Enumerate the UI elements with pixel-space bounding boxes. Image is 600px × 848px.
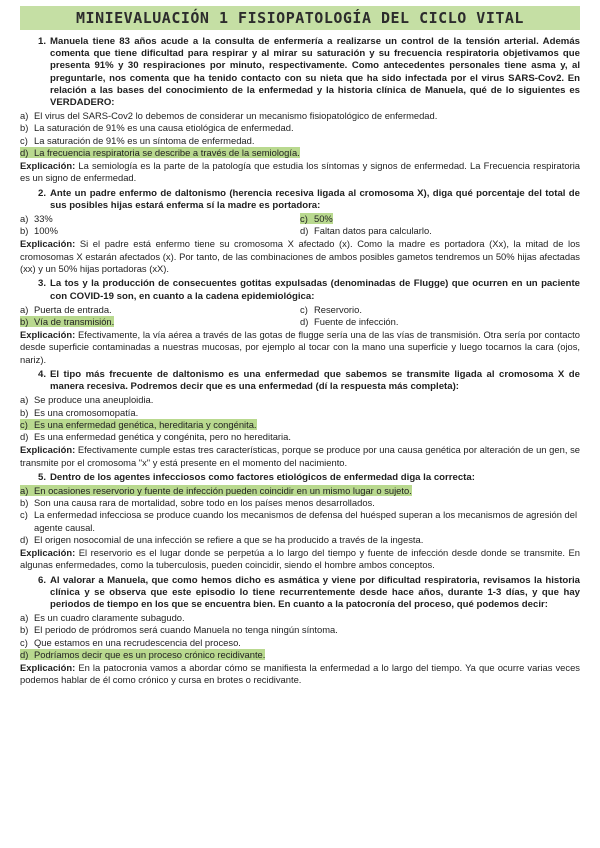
option-letter: c) [20,636,28,648]
option-letter: c) [300,303,308,315]
option-text: En ocasiones reservorio y fuente de infección pueden coincidir en un mismo lugar o sujeto. [34,485,412,497]
option-a-correct [20,485,580,497]
option-b-correct [20,316,300,328]
correct-answer-highlight [20,316,114,327]
option-text: Podríamos decir que es un proceso crónico recidivante. [34,648,266,660]
explanation [20,238,580,275]
question-text [20,278,580,302]
option-letter: c) [20,509,28,521]
option-letter: a) [20,394,29,406]
option-text: Que estamos en una recrudescencia del proceso. [34,636,241,648]
option-text: Es una cromosomopatía. [34,406,139,418]
question-3 [20,278,580,366]
option-a [20,110,580,122]
option-row [20,225,580,237]
option-a [20,213,300,225]
option-text: La enfermedad infecciosa se produce cuando los mecanismos de defensa del huésped superan a los mecanismos de agresión del agente causal. [34,509,578,533]
option-letter: b) [20,497,29,509]
option-letter: c) [20,418,28,430]
explanation-text: Efectivamente, la vía aérea a través de las gotas de flugge sería una de las vías de transmisión. Otra sería por contacto desde superficie contaminadas a nuestras mucosas, por ejemplo al tocar con la mano una superficie y luego tocarnos la cara (ojos, nariz). [20,329,580,365]
page-title: MINIEVALUACIÓN 1 FISIOPATOLOGÍA DEL CICLO VITAL [76,9,524,27]
option-c [20,637,580,649]
option-d-correct [20,147,580,159]
correct-answer-highlight [20,419,257,430]
explanation-text: El reservorio es el lugar donde se perpetúa a lo largo del tiempo y fuente de infección desde donde se transmite. En algunas enfermedades, como la tuberculosis, pueden coincidir, siendo el hombre ambos conceptos. [20,547,580,571]
option-letter: b) [20,225,29,237]
option-letter: b) [20,315,29,327]
option-letter: d) [20,533,29,545]
option-text: Es una enfermedad genética y congénita, pero no hereditaria. [34,431,291,443]
question-text [20,472,580,484]
explanation [20,547,580,572]
option-text: El virus del SARS-Cov2 lo debemos de considerar un mecanismo fisiopatológico de enfermedad. [34,110,438,122]
question-body: Ante un padre enfermo de daltonismo (herencia recesiva ligada al cromosoma X), diga qué porcentaje del total de sus posibles hijas estará enferma sí la madre es portadora: [50,187,580,211]
option-letter: a) [20,303,29,315]
question-body: Dentro de los agentes infecciosos como factores etiológicos de enfermedad diga la correcta: [50,471,475,483]
option-d [300,316,580,328]
question-number: 2. [37,187,46,199]
option-letter: d) [300,315,309,327]
option-c [20,135,580,147]
question-number: 4. [37,369,46,381]
correct-answer-highlight [300,213,333,224]
explanation [20,160,580,185]
option-b [20,624,580,636]
question-body: La tos y la producción de consecuentes gotitas expulsadas (denominadas de Flugge) que ocurren en un paciente con COVID-19 son, en cuanto a la cadena epidemiológica: [50,278,580,302]
option-a [20,394,580,406]
option-text: El periodo de pródromos será cuando Manuela no tenga ningún síntoma. [34,624,338,636]
option-text: 100% [34,225,58,237]
option-d-correct [20,649,580,661]
explanation-text: En la patocronia vamos a abordar cómo se manifiesta la enfermedad a lo largo del tiempo. Ya que ocurre varias veces podemos hablar de él como crónico y cursa en brotes o recidivante. [20,662,580,686]
question-text [20,188,580,212]
explanation [20,662,580,687]
explanation-text: Efectivamente cumple estas tres características, porque se produce por una causa genética por alteración de un gen, se transmite por el cromosoma "x" y está presente en el momento del nacimiento. [20,444,580,468]
explanation-label: Explicación: [20,662,76,674]
title-banner [20,6,580,30]
option-text: Son una causa rara de mortalidad, sobre todo en los países menos desarrollados. [34,497,375,509]
option-d [300,225,580,237]
question-body: Al valorar a Manuela, que como hemos dicho es asmática y viene por dificultad respiratoria, revisamos la historia clínica y se observa que este episodio lo tiene recurrentemente desde hace años, durante 1-3 días, y que hay periodos de tiempo en los que se encuentra bien. En cuanto a la patocronía del proceso, qué podemos decir: [50,574,580,611]
option-text: La saturación de 91% es un síntoma de enfermedad. [34,134,255,146]
option-text: 33% [34,213,53,225]
option-row [20,213,580,225]
question-number: 1. [37,36,46,47]
option-letter: b) [20,122,29,134]
option-letter: d) [300,225,309,237]
question-body: Manuela tiene 83 años acude a la consulta de enfermería a realizarse un control de la tensión arterial. Además comenta que tiene dificultad para respirar y al mirar su saturación y su frecuencia respiratoria objetivamos que presenta 91% y 30 respiraciones por minuto, respectivamente. Como antecedentes personales tiene asma y, al preguntarle, nos comenta que ha tenido contacto con su nieta que ha sido infectada por el virus SARS-Cov2. En relación a las bases del conocimiento de la enfermedad y la historia clínica de Manuela, qué de lo siguientes es VERDADERO: [50,36,580,109]
option-d [20,431,580,443]
question-2 [20,188,580,276]
question-text [20,36,580,109]
option-text: Puerta de entrada. [34,303,112,315]
option-letter: a) [20,612,29,624]
option-text: El origen nosocomial de una infección se refiere a que se ha producido a través de la ingesta. [34,533,424,545]
option-text: La frecuencia respiratoria se describe a través de la semiología. [34,146,300,158]
option-row [20,316,580,328]
option-b [20,122,580,134]
option-letter: a) [20,110,29,122]
option-c-correct [20,419,580,431]
question-4 [20,369,580,469]
option-row [20,304,580,316]
option-letter: b) [20,406,29,418]
option-c-correct [300,213,580,225]
option-letter: a) [20,213,29,225]
option-text: La saturación de 91% es una causa etiológica de enfermedad. [34,122,294,134]
question-text [20,369,580,393]
option-text: Faltan datos para calcularlo. [314,225,432,237]
option-letter: d) [20,431,29,443]
option-d [20,534,580,546]
explanation [20,329,580,366]
explanation [20,444,580,469]
question-number: 6. [37,574,46,586]
option-text: Es una enfermedad genética, hereditaria y congénita. [34,418,257,430]
option-letter: a) [20,485,29,497]
option-a [20,612,580,624]
question-body: El tipo más frecuente de daltonismo es una enfermedad que sabemos se transmite ligada al cromosoma X de manera recesiva. Podremos decir que es una enfermedad (dí la respuesta más completa): [50,369,580,393]
document-page [20,0,580,687]
explanation-label: Explicación: [20,238,76,250]
option-letter: d) [20,648,29,660]
option-letter: c) [20,134,28,146]
option-b [20,407,580,419]
option-text: Fuente de infección. [314,315,399,327]
explanation-text: La semiología es la parte de la patología que estudia los síntomas y signos de enfermedad. La Frecuencia respiratoria es un signo de enfermedad. [20,160,581,184]
question-number: 5. [37,471,46,483]
option-c [300,304,580,316]
option-letter: b) [20,624,29,636]
correct-answer-highlight [20,649,265,660]
option-text: Reservorio. [314,303,362,315]
option-text: Vía de transmisión. [34,315,115,327]
option-b [20,225,300,237]
explanation-label: Explicación: [20,547,76,559]
option-text: 50% [314,213,333,225]
question-6 [20,575,580,687]
question-5 [20,472,580,572]
option-c [20,509,580,533]
explanation-label: Explicación: [20,444,76,456]
explanation-label: Explicación: [20,160,76,172]
option-letter: d) [20,146,29,158]
correct-answer-highlight [20,485,412,496]
option-letter: c) [300,213,308,225]
option-b [20,497,580,509]
question-text [20,575,580,612]
question-number: 3. [37,278,46,290]
question-1 [20,36,580,185]
explanation-text: Si el padre está enfermo tiene su cromosoma X afectado (x). Como la madre es portadora (Xx), la mitad de los cromosomas X estarán afectados (x). Por tanto, de las combinaciones de ambos posibles gametos tendremos un 50% hijas afectadas (xx) y un 50% hijas portadoras (xX). [20,238,580,275]
correct-answer-highlight [20,147,300,158]
option-text: Se produce una aneuploidia. [34,394,154,406]
option-text: Es un cuadro claramente subagudo. [34,612,185,624]
explanation-label: Explicación: [20,329,76,341]
option-a [20,304,300,316]
